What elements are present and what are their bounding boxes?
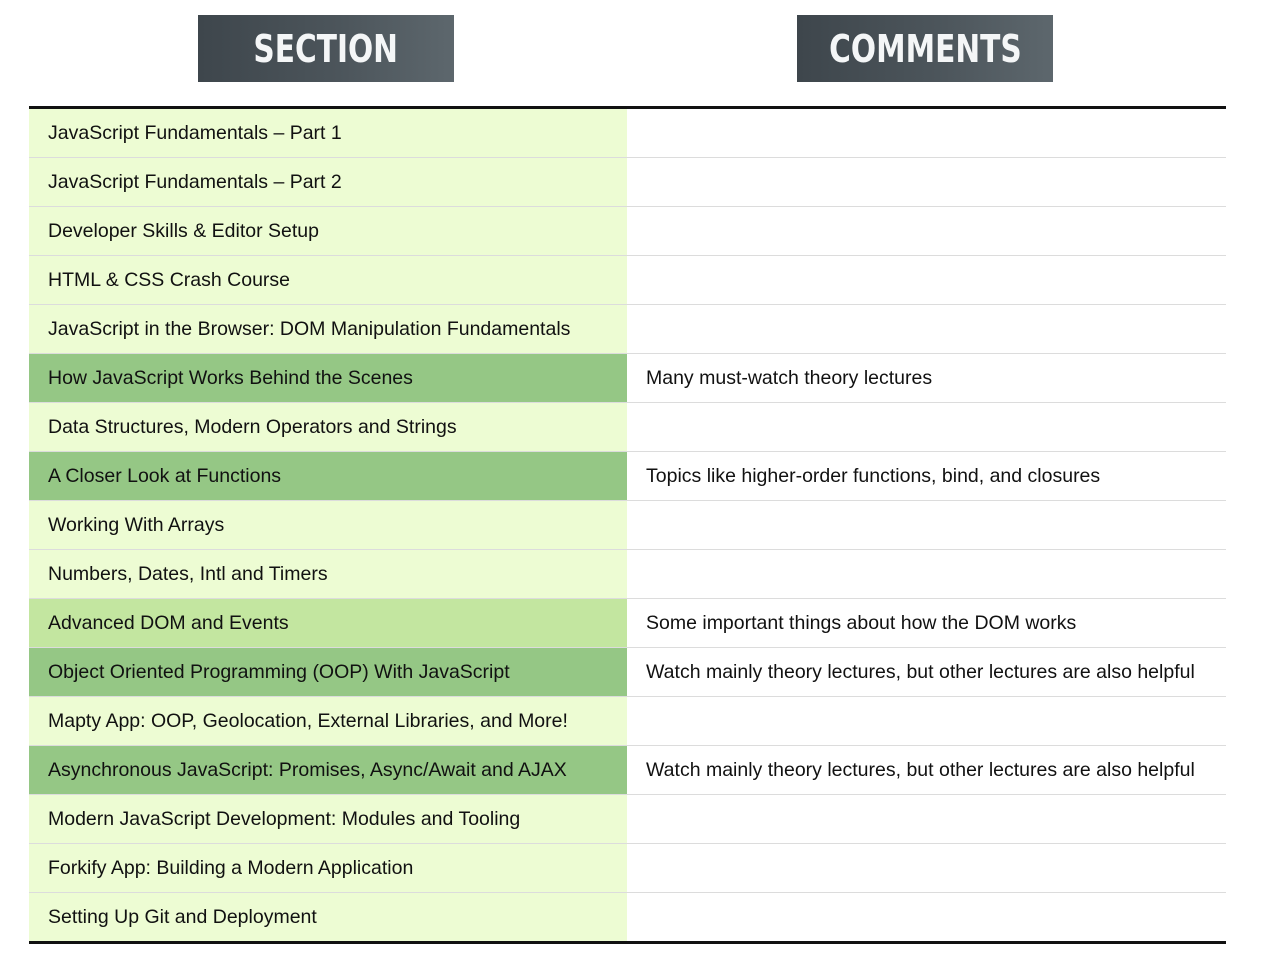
comment-cell: [627, 550, 1226, 598]
comment-cell: [627, 795, 1226, 843]
section-cell: How JavaScript Works Behind the Scenes: [29, 354, 627, 402]
comment-cell: [627, 403, 1226, 451]
table-row: [29, 550, 1226, 599]
comment-cell: Watch mainly theory lectures, but other lectures are also helpful: [627, 648, 1226, 696]
table-row: [29, 109, 1226, 158]
course-sections-table: [29, 106, 1226, 944]
section-cell: Working With Arrays: [29, 501, 627, 549]
section-cell: Data Structures, Modern Operators and Strings: [29, 403, 627, 451]
comments-header-label: COMMENTS: [828, 26, 1022, 71]
table-row: [29, 844, 1226, 893]
comment-cell: [627, 158, 1226, 206]
comment-cell: Watch mainly theory lectures, but other lectures are also helpful: [627, 746, 1226, 794]
table-row: [29, 305, 1226, 354]
table-row: [29, 795, 1226, 844]
table-row: [29, 697, 1226, 746]
section-cell: JavaScript Fundamentals – Part 1: [29, 109, 627, 157]
section-cell: Object Oriented Programming (OOP) With JavaScript: [29, 648, 627, 696]
section-cell: A Closer Look at Functions: [29, 452, 627, 500]
table-row: [29, 893, 1226, 941]
table-row: [29, 256, 1226, 305]
table-row: [29, 403, 1226, 452]
comment-cell: [627, 305, 1226, 353]
section-cell: HTML & CSS Crash Course: [29, 256, 627, 304]
section-header: [198, 15, 454, 82]
comment-cell: [627, 207, 1226, 255]
table-row: [29, 746, 1226, 795]
table-row: [29, 648, 1226, 697]
section-cell: Asynchronous JavaScript: Promises, Async/Await and AJAX: [29, 746, 627, 794]
section-cell: Numbers, Dates, Intl and Timers: [29, 550, 627, 598]
comment-cell: [627, 893, 1226, 941]
section-cell: Setting Up Git and Deployment: [29, 893, 627, 941]
comment-cell: Topics like higher-order functions, bind, and closures: [627, 452, 1226, 500]
comment-cell: [627, 697, 1226, 745]
table-row: [29, 599, 1226, 648]
table-row: [29, 158, 1226, 207]
comment-cell: [627, 501, 1226, 549]
section-cell: Forkify App: Building a Modern Application: [29, 844, 627, 892]
section-cell: Modern JavaScript Development: Modules and Tooling: [29, 795, 627, 843]
section-cell: JavaScript in the Browser: DOM Manipulation Fundamentals: [29, 305, 627, 353]
comment-cell: [627, 256, 1226, 304]
section-cell: Developer Skills & Editor Setup: [29, 207, 627, 255]
table-row: [29, 501, 1226, 550]
table-row: [29, 207, 1226, 256]
comment-cell: [627, 844, 1226, 892]
comment-cell: Many must-watch theory lectures: [627, 354, 1226, 402]
section-cell: JavaScript Fundamentals – Part 2: [29, 158, 627, 206]
section-header-label: SECTION: [253, 26, 399, 71]
table-row: [29, 452, 1226, 501]
table-row: [29, 354, 1226, 403]
comments-header: [797, 15, 1053, 82]
comment-cell: Some important things about how the DOM works: [627, 599, 1226, 647]
section-cell: Advanced DOM and Events: [29, 599, 627, 647]
comment-cell: [627, 109, 1226, 157]
section-cell: Mapty App: OOP, Geolocation, External Libraries, and More!: [29, 697, 627, 745]
